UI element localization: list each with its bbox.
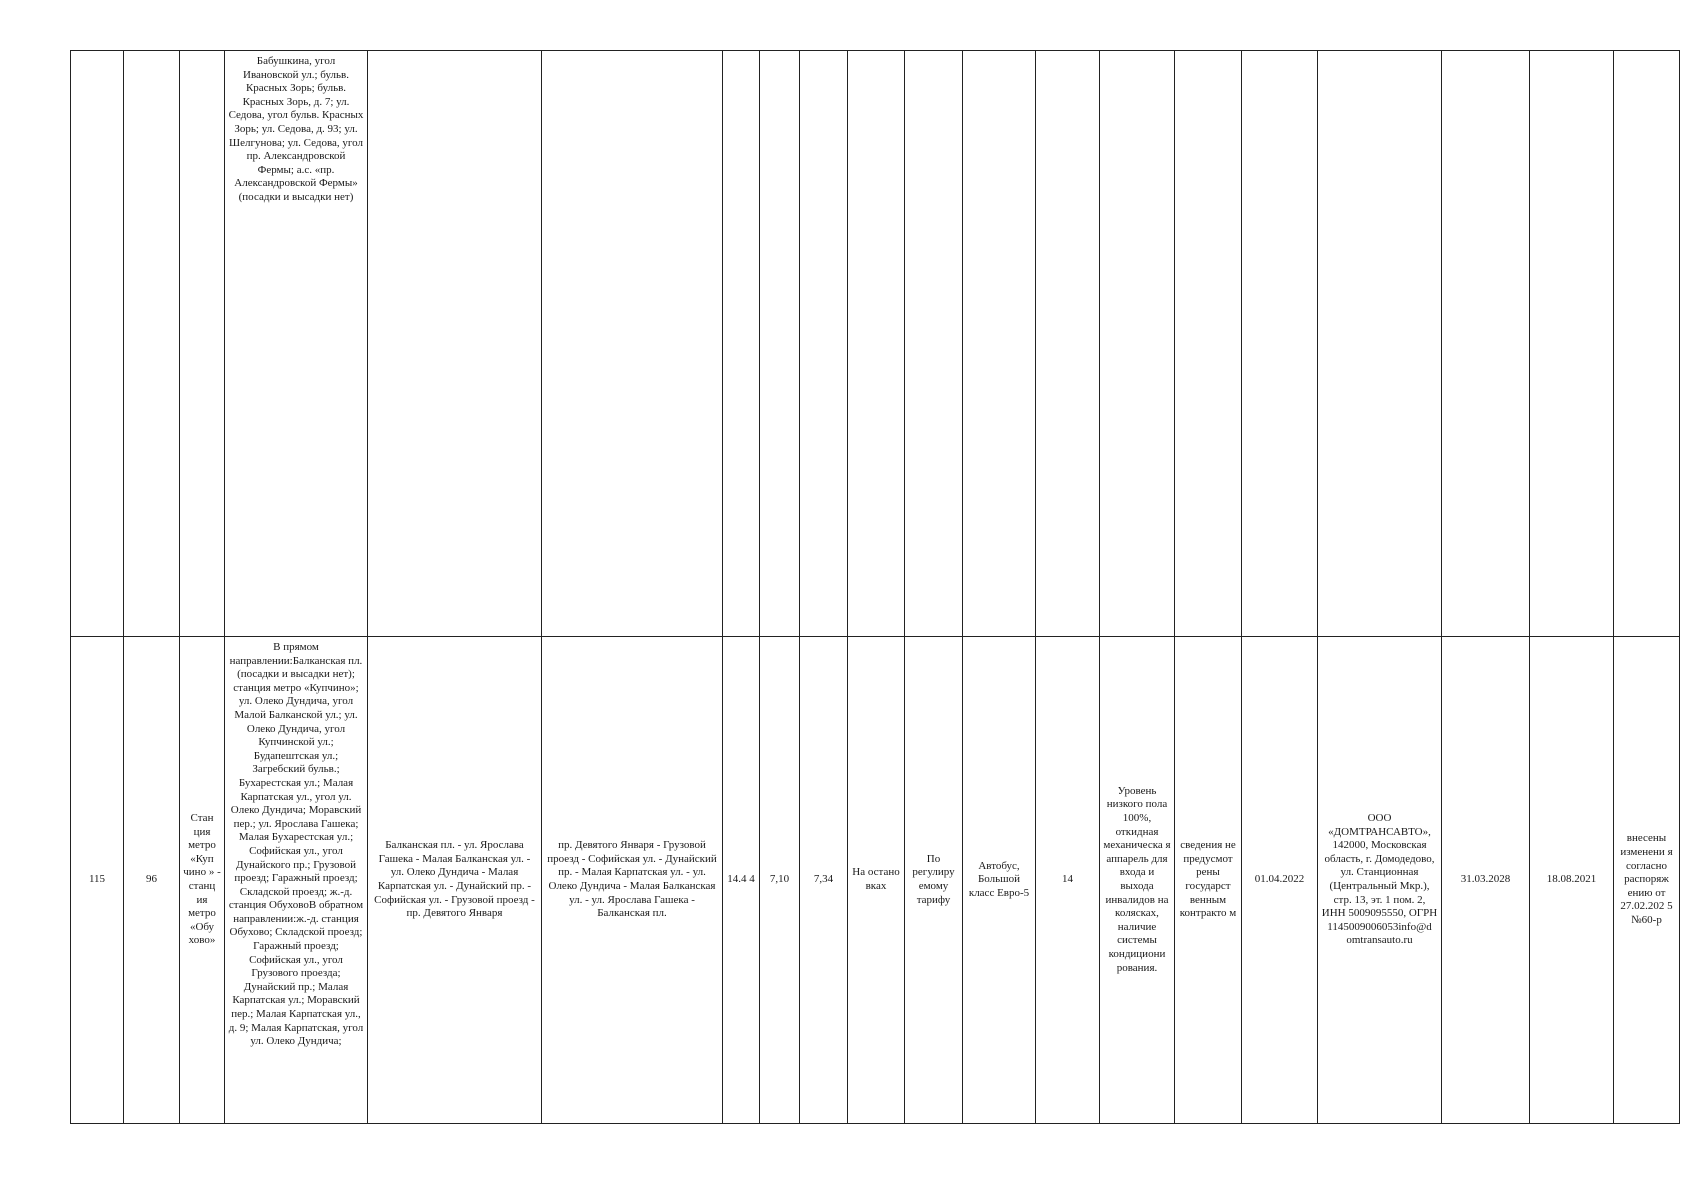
cell-carrier: ООО «ДОМТРАНСАВТО», 142000, Московская область, г. Домодедово, ул. Станционная (Центральный Мкр.), стр. 13, эт. 1 пом. 2, ИНН 5009095550, ОГРН 1145009006053info@d omtransauto.ru — [1318, 637, 1442, 1124]
cell-empty — [1530, 51, 1614, 637]
cell-vehicle-count: 14 — [1036, 637, 1100, 1124]
table-row — [71, 637, 1680, 1124]
cell-vehicle: Автобус, Большой класс Евро-5 — [963, 637, 1036, 1124]
table-row-continued — [71, 51, 1680, 637]
cell-empty — [848, 51, 905, 637]
cell-empty — [1100, 51, 1175, 637]
cell-empty — [800, 51, 848, 637]
cell-empty — [542, 51, 723, 637]
cell-empty — [1175, 51, 1242, 637]
cell-start-date: 01.04.2022 — [1242, 637, 1318, 1124]
cell-empty — [71, 51, 124, 637]
cell-length-total: 14.4 4 — [723, 637, 760, 1124]
cell-notes: внесены изменени я согласно распоряж ению от 27.02.202 5 №60-р — [1614, 637, 1680, 1124]
cell-empty — [905, 51, 963, 637]
cell-boarding-order: На остано вках — [848, 637, 905, 1124]
cell-empty — [1614, 51, 1680, 637]
route-registry-table — [70, 50, 1680, 1124]
cell-empty — [963, 51, 1036, 637]
cell-tariff-type: По регулиру емому тарифу — [905, 637, 963, 1124]
cell-length-forward: 7,10 — [760, 637, 800, 1124]
cell-reg-number: 115 — [71, 637, 124, 1124]
cell-end-date: 31.03.2028 — [1442, 637, 1530, 1124]
cell-stops: В прямом направлении:Балканская пл. (посадки и высадки нет); станция метро «Купчино»; ул. Олеко Дундича, угол Малой Балканской ул.; ул. Олеко Дундича, угол Купчинской ул.; Будапештская ул.; Загребский бульв.; Бухарестская ул.; Малая Карпатская ул., угол ул. Олеко Дундича; Моравский пер.; ул. Ярослава Гашека; Малая Бухарестская ул.; Софийская ул., угол Дунайского пр.; Грузовой проезд; Гаражный проезд; Складской проезд; ж.-д. станция ОбуховоВ обратном направлении:ж.-д. станция Обухово; Складской проезд; Гаражный проезд; Софийская ул., угол Грузового проезда; Дунайский пр.; Малая Карпатская ул.; Моравский пер.; Малая Карпатская ул., д. 9; Малая Карпатская, угол ул. Олеко Дундича; — [225, 637, 368, 1124]
cell-empty — [1242, 51, 1318, 637]
cell-empty — [180, 51, 225, 637]
cell-empty — [1442, 51, 1530, 637]
cell-length-backward: 7,34 — [800, 637, 848, 1124]
cell-empty — [1318, 51, 1442, 637]
cell-streets-forward: Балканская пл. - ул. Ярослава Гашека - Малая Балканская ул. - ул. Олеко Дундича - Малая Карпатская ул. - Дунайский пр. - Софийская ул. - Грузовой проезд - пр. Девятого Января — [368, 637, 542, 1124]
cell-empty — [1036, 51, 1100, 637]
cell-vehicle-features: Уровень низкого пола 100%, откидная механическа я аппарель для входа и выхода инвалидов на колясках, наличие системы кондициони рования. — [1100, 637, 1175, 1124]
cell-change-date: 18.08.2021 — [1530, 637, 1614, 1124]
cell-empty — [124, 51, 180, 637]
cell-route-number: 96 — [124, 637, 180, 1124]
cell-route-name: Стан ция метро «Куп чино » - станц ия метро «Обу хово» — [180, 637, 225, 1124]
cell-empty — [760, 51, 800, 637]
cell-empty — [368, 51, 542, 637]
cell-streets-backward: пр. Девятого Января - Грузовой проезд - Софийская ул. - Дунайский пр. - Малая Карпатская ул. - ул. Олеко Дундича - Малая Балканская ул. - ул. Ярослава Гашека - Балканская пл. — [542, 637, 723, 1124]
cell-stops-continued: Бабушкина, угол Ивановской ул.; бульв. Красных Зорь; бульв. Красных Зорь, д. 7; ул. Седова, угол бульв. Красных Зорь; ул. Седова, д. 93; ул. Шелгунова; ул. Седова, угол пр. Александровской Фермы; а.с. «пр. Александровской Фермы» (посадки и высадки нет) — [225, 51, 368, 637]
cell-contract-info: сведения не предусмот рены государст венным контракто м — [1175, 637, 1242, 1124]
cell-empty — [723, 51, 760, 637]
